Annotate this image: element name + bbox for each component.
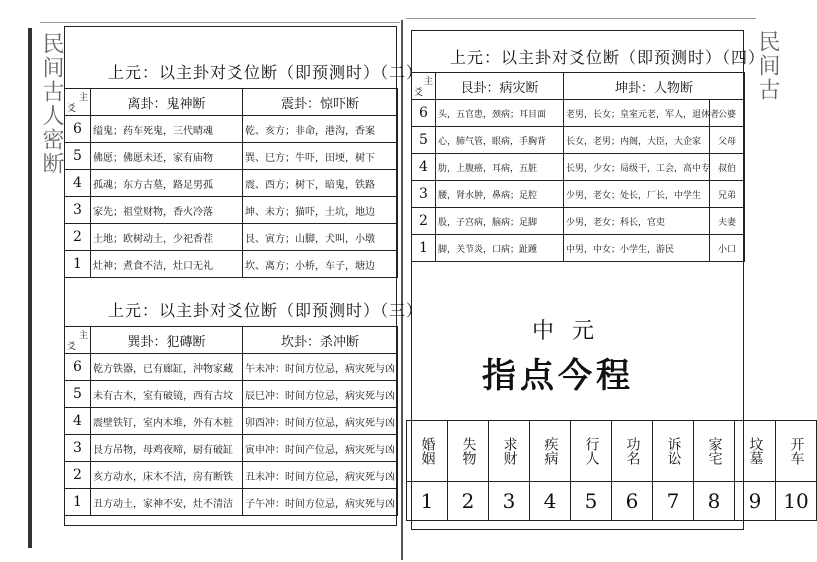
top-edge-line-right bbox=[406, 18, 756, 19]
cell: 艮方吊物，母鸡夜啼，厨有破缸 bbox=[91, 435, 243, 462]
cell: 艮、寅方；山脚，犬叫，小墩 bbox=[243, 224, 398, 251]
table-row bbox=[65, 251, 398, 278]
corner-bottom-label: 爻 bbox=[67, 342, 77, 352]
cell: 灶神；煮食不洁，灶口无礼 bbox=[91, 251, 243, 278]
col1-header: 离卦：鬼神断 bbox=[91, 89, 243, 116]
table-row bbox=[412, 235, 745, 262]
cell: 少男，老女；处长，厂长，中学生 bbox=[564, 181, 710, 208]
row-number: 5 bbox=[65, 381, 91, 408]
bottom-labels-row bbox=[407, 421, 817, 482]
row-number: 6 bbox=[412, 100, 436, 127]
col2-header: 坎卦：杀冲断 bbox=[243, 327, 398, 354]
cell: 长女，老男；内阁，大臣，大企家 bbox=[564, 127, 710, 154]
row-number: 3 bbox=[412, 181, 436, 208]
corner-cell bbox=[65, 327, 91, 354]
table2-title: 上元：以主卦对爻位断（即预测时）（二） bbox=[108, 63, 424, 82]
bottom-number: 7 bbox=[653, 482, 694, 521]
left-margin-text: 民间古人密断 bbox=[39, 32, 64, 176]
corner-top-label: 主 bbox=[78, 93, 88, 103]
bottom-label: 婚姻 bbox=[407, 421, 448, 482]
cell: 丑未冲：时间方位忌，病灾死与凶 bbox=[243, 462, 398, 489]
table-row bbox=[65, 408, 398, 435]
cell: 佛愿；佛愿未还，家有庙物 bbox=[91, 143, 243, 170]
right-margin-text: 民间古 bbox=[755, 30, 780, 102]
cell: 兄弟 bbox=[710, 181, 745, 208]
cell: 公婆 bbox=[710, 100, 745, 127]
bottom-number: 10 bbox=[776, 482, 817, 521]
row-number: 5 bbox=[412, 127, 436, 154]
table2 bbox=[64, 88, 398, 278]
cell: 少男，老女；科长，官吏 bbox=[564, 208, 710, 235]
table-row bbox=[412, 154, 745, 181]
cell: 叔伯 bbox=[710, 154, 745, 181]
table4-header-row bbox=[412, 73, 745, 100]
bottom-label: 功名 bbox=[612, 421, 653, 482]
col1-header: 巽卦：犯磚断 bbox=[91, 327, 243, 354]
table3 bbox=[64, 326, 398, 516]
row-number: 4 bbox=[65, 170, 91, 197]
corner-bottom-label: 爻 bbox=[67, 104, 77, 114]
row-number: 4 bbox=[412, 154, 436, 181]
table-row bbox=[65, 462, 398, 489]
row-number: 6 bbox=[65, 116, 91, 143]
cell: 丑方动土，家神不安，灶不清洁 bbox=[91, 489, 243, 516]
table-row bbox=[65, 197, 398, 224]
table4-title: 上元：以主卦对爻位断（即预测时）（四） bbox=[450, 48, 766, 67]
corner-cell bbox=[65, 89, 91, 116]
row-number: 3 bbox=[65, 435, 91, 462]
row-number: 2 bbox=[65, 224, 91, 251]
row-number: 2 bbox=[412, 208, 436, 235]
cell: 乾、亥方；非命，港沟，香案 bbox=[243, 116, 398, 143]
cell: 坎、离方；小桥，车子，塘边 bbox=[243, 251, 398, 278]
table2-header-row bbox=[65, 89, 398, 116]
cell: 老男，长女；皇室元老，军人，退休者 bbox=[564, 100, 710, 127]
bottom-label: 开车 bbox=[776, 421, 817, 482]
left-scan-edge bbox=[28, 28, 32, 548]
cell: 心，肺气管，眼病，手胸背 bbox=[436, 127, 564, 154]
cell: 寅申冲：时间产位忌，病灾死与凶 bbox=[243, 435, 398, 462]
table-row bbox=[65, 435, 398, 462]
cell: 脚，关节炎，口病；趾踵 bbox=[436, 235, 564, 262]
row-number: 1 bbox=[65, 489, 91, 516]
table-row bbox=[65, 381, 398, 408]
cell: 未有古木，室有破镜，西有古坟 bbox=[91, 381, 243, 408]
cell: 长男，少女；局级干，工会，高中专 bbox=[564, 154, 710, 181]
cell: 午未冲：时间方位忌，病灾死与凶 bbox=[243, 354, 398, 381]
center-fold bbox=[401, 20, 403, 560]
bottom-number: 9 bbox=[735, 482, 776, 521]
cell: 亥方动水，床木不洁，房有断铁 bbox=[91, 462, 243, 489]
cell: 震、酉方；树下，暗鬼，铁路 bbox=[243, 170, 398, 197]
bottom-label: 坟墓 bbox=[735, 421, 776, 482]
cell: 子午冲：时间方位忌，病灾死与凶 bbox=[243, 489, 398, 516]
row-number: 5 bbox=[65, 143, 91, 170]
table-row bbox=[412, 208, 745, 235]
table-row bbox=[412, 127, 745, 154]
bottom-label: 疾病 bbox=[530, 421, 571, 482]
cell: 父母 bbox=[710, 127, 745, 154]
table3-header-row bbox=[65, 327, 398, 354]
table-row bbox=[65, 224, 398, 251]
table-row bbox=[65, 116, 398, 143]
section-heading-big: 指点今程 bbox=[482, 356, 634, 396]
top-edge-line bbox=[40, 22, 400, 23]
row-number: 2 bbox=[65, 462, 91, 489]
bottom-index-table bbox=[406, 420, 817, 521]
bottom-number: 5 bbox=[571, 482, 612, 521]
table-row bbox=[65, 170, 398, 197]
bottom-number: 3 bbox=[489, 482, 530, 521]
cell: 股，子宫病，脑病；足脚 bbox=[436, 208, 564, 235]
cell: 孤魂；东方古墓，路足男孤 bbox=[91, 170, 243, 197]
cell: 家先；祖堂财物，香火冷落 bbox=[91, 197, 243, 224]
cell: 中男，中女；小学生，游民 bbox=[564, 235, 710, 262]
bottom-number: 2 bbox=[448, 482, 489, 521]
bottom-label: 求财 bbox=[489, 421, 530, 482]
table-row bbox=[65, 354, 398, 381]
bottom-number: 8 bbox=[694, 482, 735, 521]
table3-title: 上元：以主卦对爻位断（即预测时）（三） bbox=[108, 301, 424, 320]
cell: 坤、未方；猫吓，土坑，地边 bbox=[243, 197, 398, 224]
bottom-number: 4 bbox=[530, 482, 571, 521]
bottom-numbers-row bbox=[407, 482, 817, 521]
cell: 缢鬼；药车死鬼，三代晴魂 bbox=[91, 116, 243, 143]
corner-top-label: 主 bbox=[423, 77, 433, 87]
section-heading-small: 中元 bbox=[532, 319, 613, 344]
table-row bbox=[412, 181, 745, 208]
row-number: 1 bbox=[412, 235, 436, 262]
cell: 震壁铁钉，室内木堆，外有木桩 bbox=[91, 408, 243, 435]
corner-bottom-label: 爻 bbox=[414, 88, 424, 98]
cell: 巽、巳方；牛吓，田埂，树下 bbox=[243, 143, 398, 170]
row-number: 6 bbox=[65, 354, 91, 381]
cell: 土地；欧树动土，少祀香茬 bbox=[91, 224, 243, 251]
row-number: 3 bbox=[65, 197, 91, 224]
cell: 夫妻 bbox=[710, 208, 745, 235]
cell: 小口 bbox=[710, 235, 745, 262]
col1-header: 艮卦：病灾断 bbox=[436, 73, 564, 100]
bottom-label: 诉讼 bbox=[653, 421, 694, 482]
bottom-label: 行人 bbox=[571, 421, 612, 482]
cell: 肋，上腹癌，耳病，五脏 bbox=[436, 154, 564, 181]
cell: 卯酉冲：时间方位忌，病灾死与凶 bbox=[243, 408, 398, 435]
corner-cell bbox=[412, 73, 436, 100]
table4 bbox=[411, 72, 745, 262]
col2-header: 坤卦：人物断 bbox=[564, 73, 745, 100]
cell: 乾方铁器，已有廊缸，沖物家藏 bbox=[91, 354, 243, 381]
table-row bbox=[65, 489, 398, 516]
bottom-number: 6 bbox=[612, 482, 653, 521]
bottom-number: 1 bbox=[407, 482, 448, 521]
bottom-label: 失物 bbox=[448, 421, 489, 482]
table-row bbox=[412, 100, 745, 127]
corner-top-label: 主 bbox=[78, 331, 88, 341]
row-number: 4 bbox=[65, 408, 91, 435]
cell: 辰巳冲：时间方位忌，病灾死与凶 bbox=[243, 381, 398, 408]
cell: 头，五官患，颈病；耳目面 bbox=[436, 100, 564, 127]
bottom-label: 家宅 bbox=[694, 421, 735, 482]
row-number: 1 bbox=[65, 251, 91, 278]
table-row bbox=[65, 143, 398, 170]
cell: 腰，肾水肿，鼻病；足腔 bbox=[436, 181, 564, 208]
col2-header: 震卦：惊吓断 bbox=[243, 89, 398, 116]
